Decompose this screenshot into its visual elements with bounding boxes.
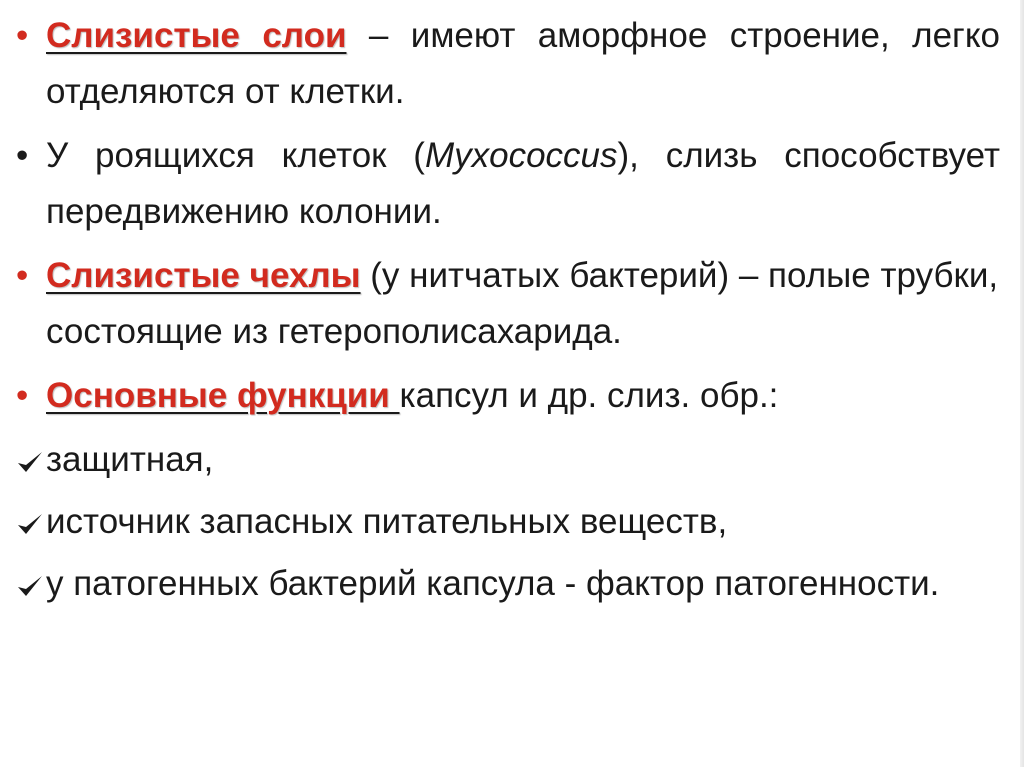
item-text: (у нитчатых бактерий) – полые трубки, состоящие из гетерополисахарида. [46, 256, 999, 351]
check-text: у патогенных бактерий капсула - фактор патогенности. [46, 564, 940, 603]
checkmark-arrow-icon [16, 510, 44, 538]
bullet-item-mucous-sheaths [16, 248, 1000, 360]
slide-edge [1020, 0, 1024, 767]
bullet-item-mucous-layers [16, 8, 1000, 120]
term-main-functions: Основные функции [46, 376, 400, 415]
check-text: источник запасных питательных веществ, [46, 502, 728, 541]
item-text: – имеют аморфное строение, легко отделяются от клетки. [46, 16, 1000, 111]
bullet-item-main-functions [16, 368, 1000, 424]
item-text-before: У роящихся клеток ( [46, 136, 425, 175]
bullet-item-swarming-cells [16, 128, 1000, 240]
checkmark-arrow-icon [16, 572, 44, 600]
item-text: капсул и др. слиз. обр.: [399, 376, 779, 415]
bullet-icon: • [16, 16, 29, 55]
check-text: защитная, [46, 440, 214, 479]
item-text-after: ), слизь способствует передвижению колонии. [46, 136, 1000, 231]
check-item-pathogenicity [16, 556, 1000, 612]
bullet-icon: • [16, 376, 29, 415]
check-item-nutrient-source [16, 494, 1000, 550]
checkmark-arrow-icon [16, 448, 44, 476]
slide-content [16, 8, 1000, 618]
bullet-icon: • [16, 136, 29, 175]
check-item-protective [16, 432, 1000, 488]
term-mucous-layers: Слизистые слои [46, 16, 347, 55]
bullet-icon: • [16, 256, 29, 295]
term-mucous-sheaths: Слизистые чехлы [46, 256, 361, 295]
genus-name: Myxococcus [424, 136, 618, 175]
